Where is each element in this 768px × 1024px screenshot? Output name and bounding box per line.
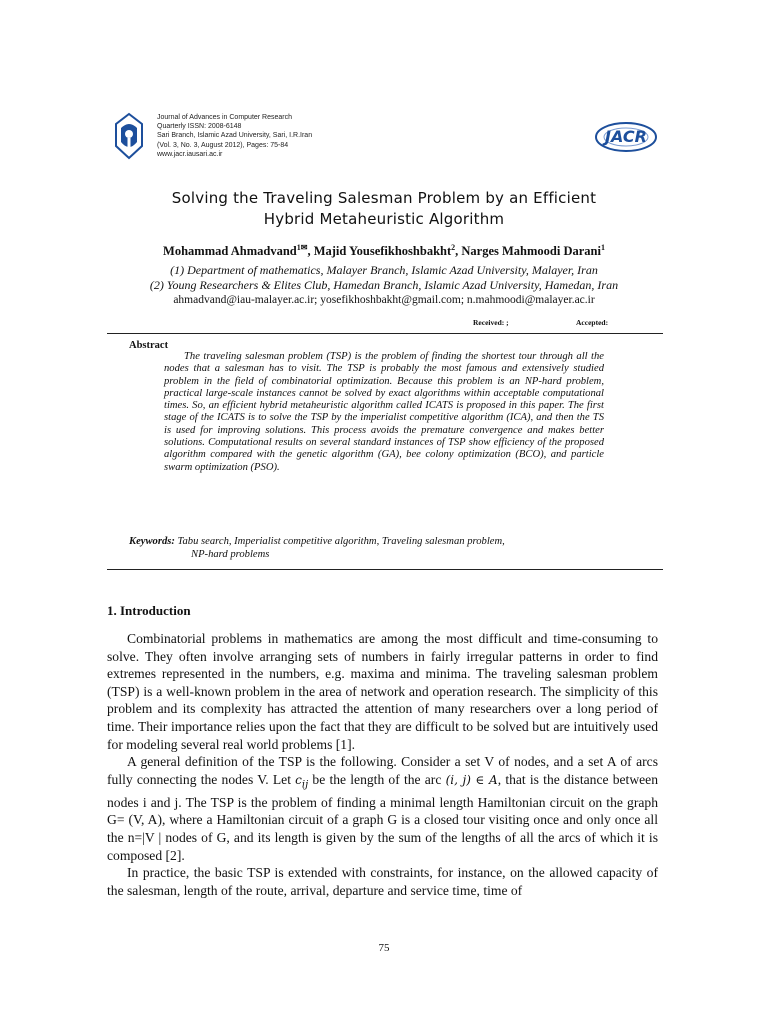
journal-url[interactable]: www.jacr.iausari.ac.ir [157, 150, 223, 158]
journal-volume: (Vol. 3, No. 3, August 2012), Pages: 75-84 [157, 141, 289, 149]
introduction-body [107, 630, 658, 899]
university-logo [112, 112, 146, 160]
accepted-date: Accepted: [576, 318, 609, 327]
divider-bottom [107, 569, 663, 570]
journal-issn: Quarterly ISSN: 2008-6148 [157, 123, 242, 131]
author-separator: , [307, 244, 314, 259]
math-ij: ij [301, 779, 309, 791]
keywords-line-2: NP-hard problems [191, 548, 270, 560]
abstract-text: The traveling salesman problem (TSP) is the problem of finding the shortest tour through all the nodes that a salesman has to visit. The TSP is probably the most famous and extensively studied problem in the field of combinatorial optimization. Because this problem is an NP-hard problem, practical large-scale instances cannot be solved by exact algorithms within acceptable computational times. So, an efficient hybrid metaheuristic algorithm called ICATS is proposed in this paper. The first stage of the ICATS is to solve the TSP by the imperialist competitive algorithm (ICA), and then the TS is used for improving solutions. This process avoids the premature convergence and makes better solutions. Computational results on several standard instances of TSP show efficiency of the proposed algorithm compared with the genetic algorithm (GA), bee colony optimization (BCO), and particle swarm optimization (PSO). [164, 351, 604, 473]
section-heading-introduction: 1. Introduction [107, 603, 191, 618]
abstract-heading: Abstract [129, 340, 169, 351]
author-2: Majid Yousefikhoshbakht [313, 244, 452, 259]
divider-top [107, 333, 663, 334]
keywords-label: Keywords: [129, 536, 175, 547]
author-list [100, 243, 668, 259]
keywords-line-1: Tabu search, Imperialist competitive algorithm, Traveling salesman problem, [174, 536, 505, 547]
journal-publisher: Sari Branch, Islamic Azad University, Sari, I.R.Iran [157, 132, 313, 140]
affiliation-1: (1) Department of mathematics, Malayer Branch, Islamic Azad University, Malayer, Iran [170, 263, 598, 277]
math-arc: (i, j) ∈ A [445, 772, 498, 787]
author-1-affil: 1✉ [296, 243, 308, 252]
journal-name: Journal of Advances in Computer Research [157, 114, 293, 121]
intro-p2-part-b: be the length of the arc [308, 771, 446, 787]
math-c: c [295, 772, 302, 787]
author-separator: , [455, 244, 462, 259]
intro-paragraph-3: In practice, the basic TSP is extended with constraints, for instance, on the allowed capacity of the salesman, length of the route, arrival, departure and service time, time of [107, 865, 658, 898]
affiliation-2: (2) Young Researchers & Elites Club, Hamedan Branch, Islamic Azad University, Hamedan, Iran [149, 278, 619, 292]
intro-p2-part-c: , that is the distance between nodes i and j. The TSP is the problem of finding a minimal length Hamiltonian circuit on the graph G= (V, A), where a Hamiltonian circuit of a graph G is a closed tour visiting once and only once all the n=|V | nodes of G, and its length is given by the sum of the lengths of all the arcs of which it is composed [2]. [107, 771, 659, 863]
author-3-affil: 1 [600, 243, 605, 252]
keywords [129, 536, 609, 561]
intro-paragraph-1: Combinatorial problems in mathematics are among the most difficult and time-consuming to solve. They often involve arranging sets of numbers in fairly irregular patterns in order to find extremes represented in the numbers, e.g. maxima and minima. The traveling salesman problem (TSP) is a well-known problem in the area of network and operation research. The simplicity of this problem and its complexity has attracted the attention of many researchers over a long period of time. Their importance relies upon the fact that they are difficult to be solved but are intuitively used for modeling several real world problems [1]. [107, 631, 658, 752]
paper-title [120, 188, 648, 230]
intro-p2-part-a: A general definition of the TSP is the following. Consider a set V of nodes, and a set A of arcs fully connecting the nodes V. Let [107, 754, 658, 787]
author-3: Narges Mahmoodi Darani [461, 244, 601, 259]
abstract-body [164, 351, 604, 474]
intro-paragraph-2 [107, 753, 658, 864]
page-number: 75 [378, 942, 390, 954]
jacr-logo-text: JACR [605, 127, 647, 146]
title-line-2: Hybrid Metaheuristic Algorithm [263, 210, 505, 228]
author-1: Mohammad Ahmadvand [163, 244, 297, 259]
math-cij [295, 772, 309, 791]
author-emails[interactable]: ahmadvand@iau-malayer.ac.ir; yosefikhoshbakht@gmail.com; n.mahmoodi@malayer.ac.ir [173, 294, 595, 306]
title-line-1: Solving the Traveling Salesman Problem by an Efficient [171, 189, 597, 207]
journal-info [157, 113, 377, 159]
author-2-affil: 2 [451, 243, 456, 252]
jacr-logo [594, 117, 658, 155]
received-date: Received: ; [473, 318, 509, 327]
